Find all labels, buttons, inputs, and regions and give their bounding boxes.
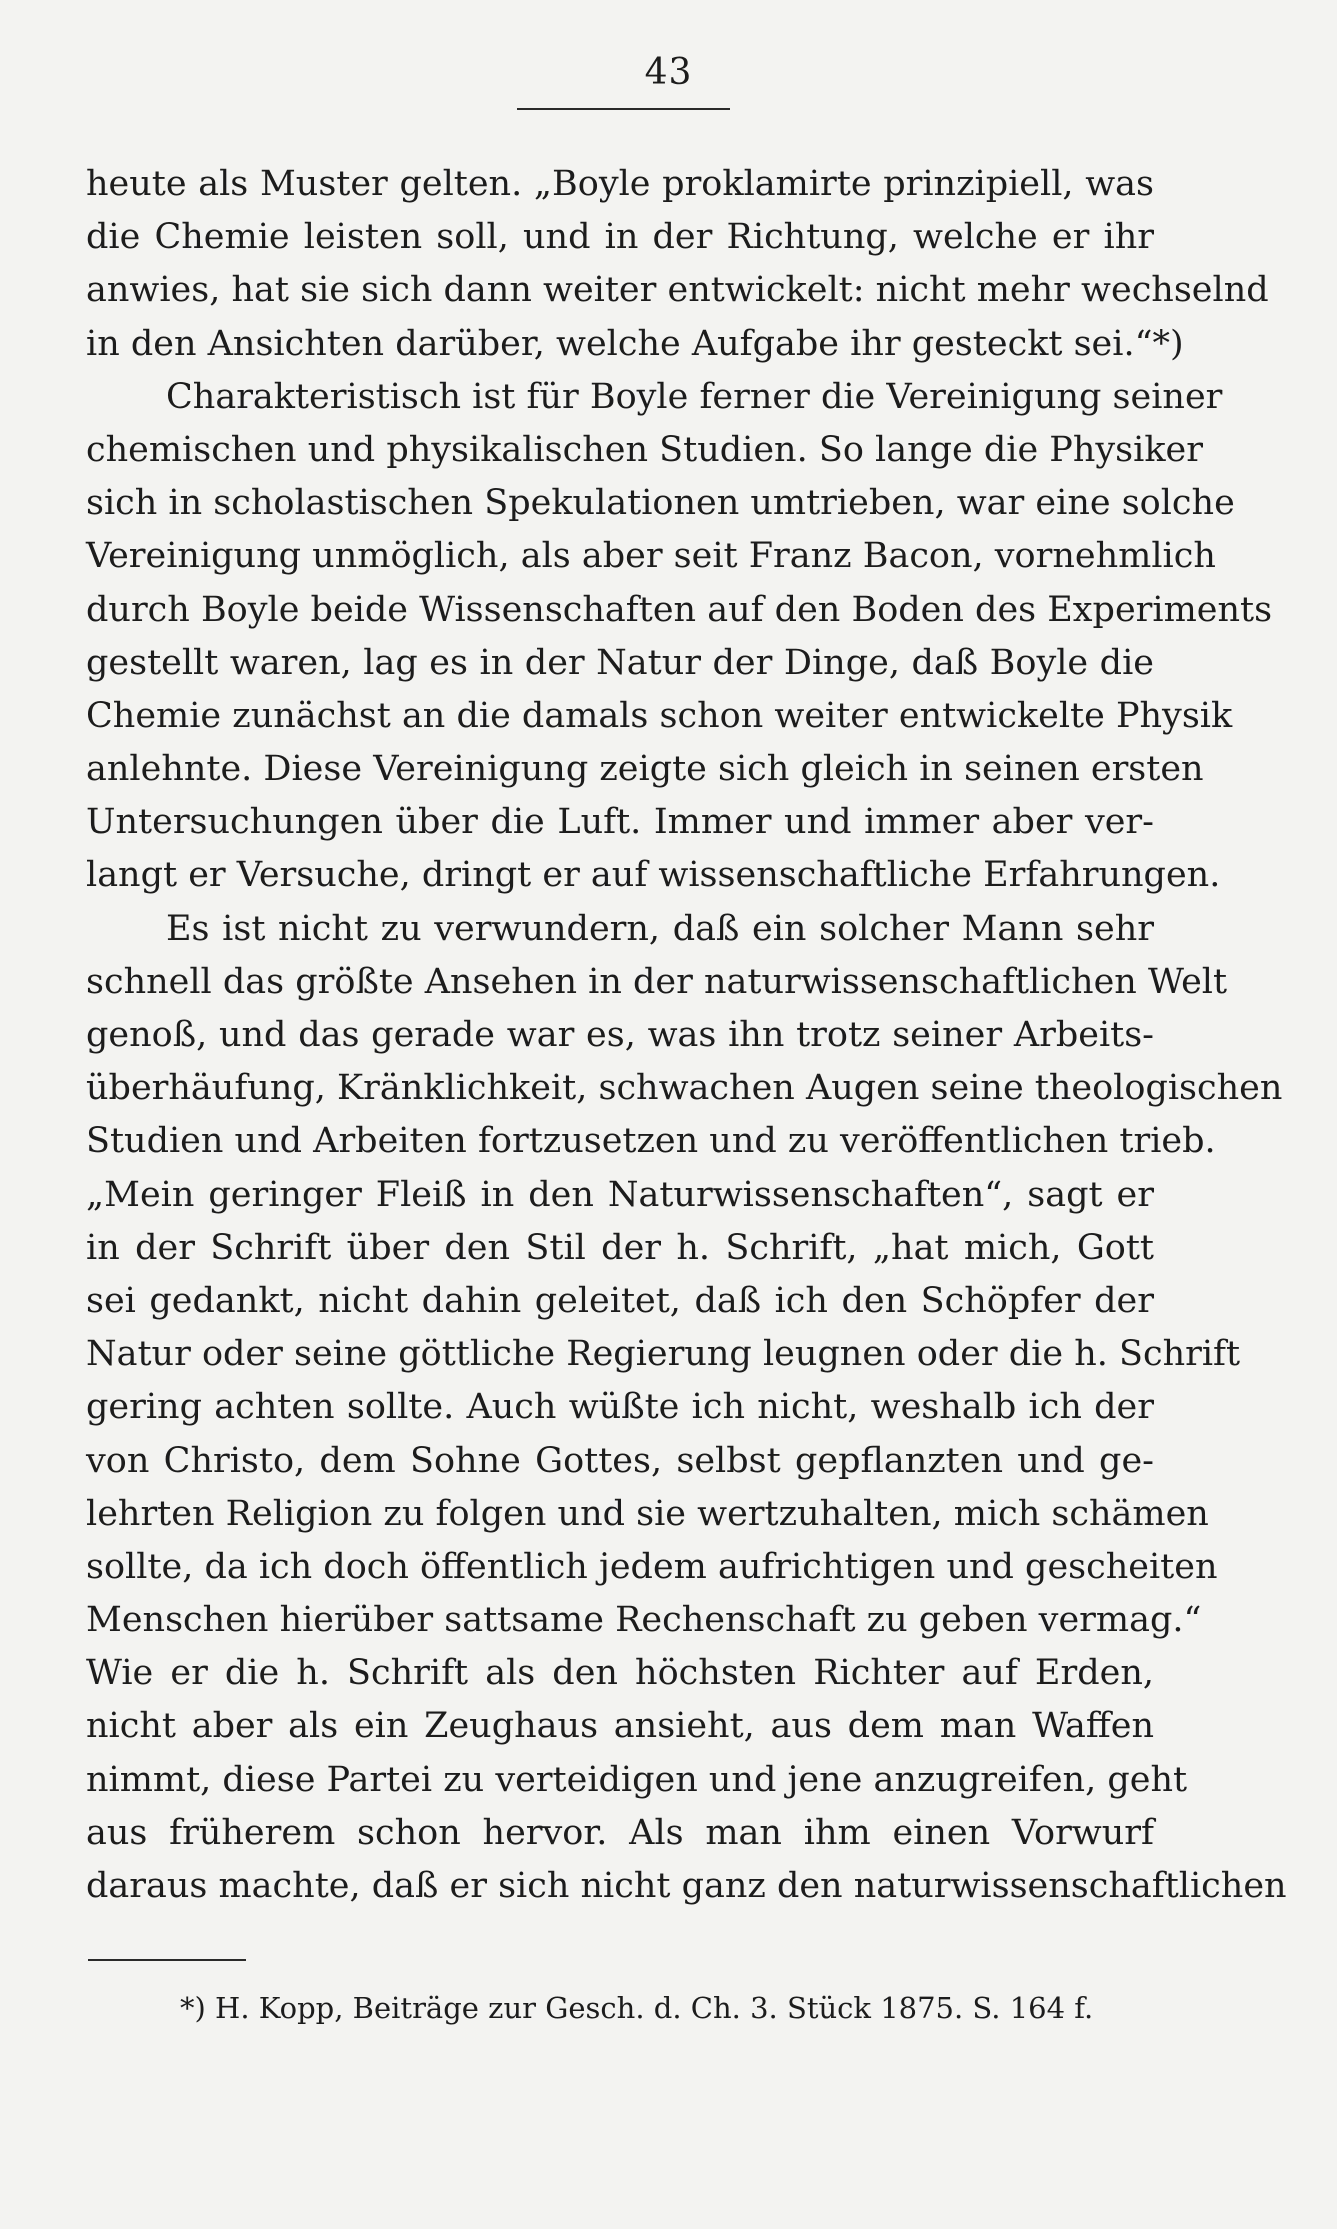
text-line: Wie er die h. Schrift als den höchsten Richter auf Erden, <box>86 1653 1154 1694</box>
text-line: Vereinigung unmöglich, als aber seit Franz Bacon, vornehmlich <box>86 536 1216 577</box>
body-text <box>86 158 1287 1913</box>
text-line: sollte, da ich doch öffentlich jedem aufrichtigen und gescheiten <box>86 1546 1218 1587</box>
text-line: gestellt waren, lag es in der Natur der Dinge, daß Boyle die <box>86 642 1154 683</box>
text-line: heute als Muster gelten. „Boyle proklamirte prinzipiell, was <box>86 164 1154 204</box>
text-line: gering achten sollte. Auch wüßte ich nicht, weshalb ich der <box>86 1387 1154 1428</box>
text-line: lehrten Religion zu folgen und sie wertzuhalten, mich schämen <box>86 1493 1209 1534</box>
text-line: Es ist nicht zu verwundern, daß ein solcher Mann sehr <box>166 908 1154 949</box>
text-line: Studien und Arbeiten fortzusetzen und zu veröffentlichen trieb. <box>86 1121 1216 1162</box>
text-line: „Mein geringer Fleiß in den Naturwissenschaften“, sagt er <box>86 1174 1154 1215</box>
text-line: Charakteristisch ist für Boyle ferner die Vereinigung seiner <box>166 376 1223 417</box>
text-line: aus früherem schon hervor. Als man ihm einen Vorwurf <box>86 1812 1154 1853</box>
text-line: anwies, hat sie sich dann weiter entwickelt: nicht mehr wechselnd <box>86 270 1269 311</box>
text-line: nicht aber als ein Zeughaus ansieht, aus dem man Waffen <box>86 1706 1154 1747</box>
page-number-rule <box>517 108 730 110</box>
text-line: schnell das größte Ansehen in der naturwissenschaftlichen Welt <box>86 961 1228 1002</box>
text-line: anlehnte. Diese Vereinigung zeigte sich gleich in seinen ersten <box>86 749 1204 790</box>
text-line: genoß, und das gerade war es, was ihn trotz seiner Arbeits- <box>86 1015 1154 1055</box>
text-line: in der Schrift über den Stil der h. Schrift, „hat mich, Gott <box>86 1227 1154 1268</box>
text-line: in den Ansichten darüber, welche Aufgabe ihr gesteckt sei.“*) <box>86 323 1184 364</box>
footnote-rule <box>88 1959 246 1961</box>
page-number: 43 <box>644 52 693 93</box>
text-line: Untersuchungen über die Luft. Immer und immer aber ver- <box>86 802 1154 843</box>
text-line: chemischen und physikalischen Studien. So lange die Physiker <box>86 429 1203 470</box>
text-line: daraus machte, daß er sich nicht ganz den naturwissenschaftlichen <box>86 1866 1287 1906</box>
text-line: durch Boyle beide Wissenschaften auf den Boden des Experiments <box>86 589 1273 630</box>
text-line: überhäufung, Kränklichkeit, schwachen Augen seine theologischen <box>86 1068 1283 1109</box>
text-line: sei gedankt, nicht dahin geleitet, daß ich den Schöpfer der <box>86 1280 1154 1321</box>
text-line: Natur oder seine göttliche Regierung leugnen oder die h. Schrift <box>86 1334 1241 1375</box>
text-line: nimmt, diese Partei zu verteidigen und jene anzugreifen, geht <box>86 1759 1188 1800</box>
text-line: Chemie zunächst an die damals schon weiter entwickelte Physik <box>86 695 1233 736</box>
text-line: die Chemie leisten soll, und in der Richtung, welche er ihr <box>86 217 1154 258</box>
text-line: von Christo, dem Sohne Gottes, selbst gepflanzten und ge- <box>86 1440 1154 1481</box>
footnote: *) H. Kopp, Beiträge zur Gesch. d. Ch. 3. Stück 1875. S. 164 f. <box>180 1991 1094 2025</box>
text-line: langt er Versuche, dringt er auf wissenschaftliche Erfahrungen. <box>86 855 1221 896</box>
text-line: Menschen hierüber sattsame Rechenschaft zu geben vermag.“ <box>86 1600 1202 1641</box>
text-line: sich in scholastischen Spekulationen umtrieben, war eine solche <box>86 483 1235 524</box>
